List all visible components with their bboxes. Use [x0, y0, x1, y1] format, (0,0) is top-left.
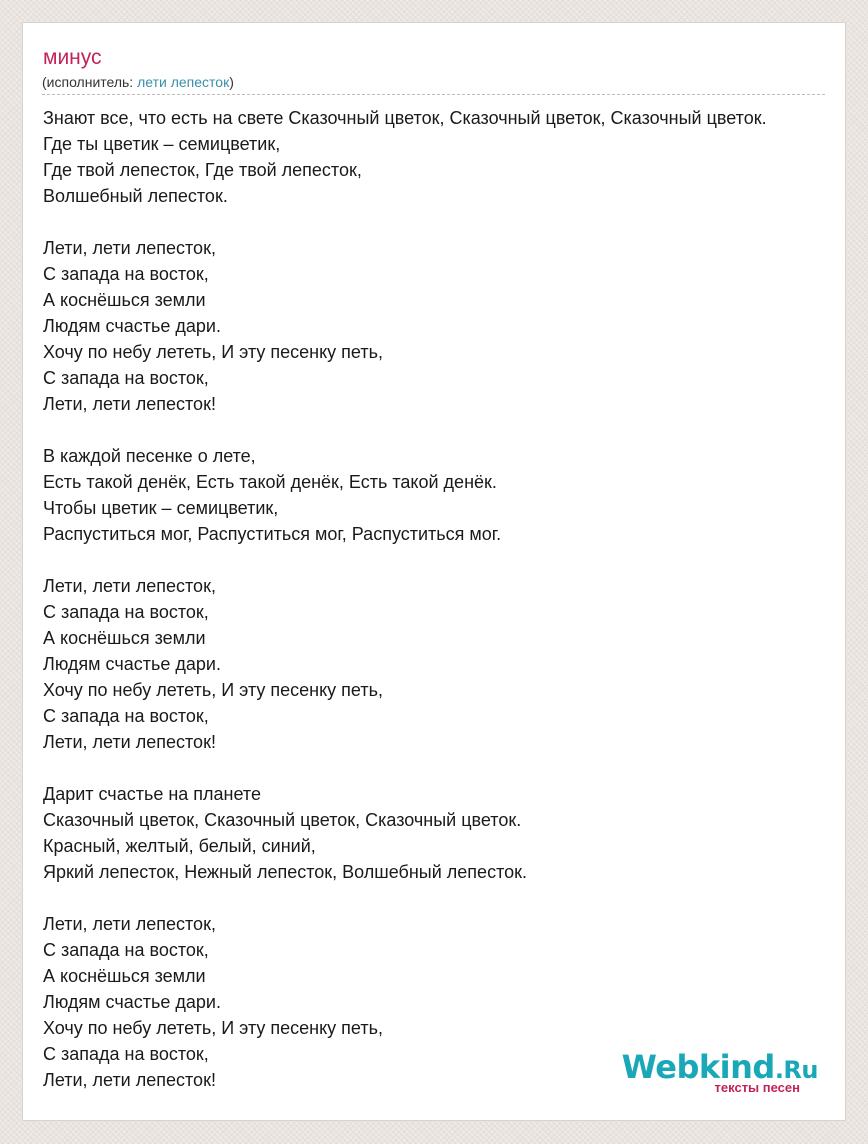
- lyrics-line: Лети, лети лепесток,: [43, 576, 216, 596]
- lyrics-line: Людям счастье дари.: [43, 992, 221, 1012]
- lyrics-line: Лети, лети лепесток!: [43, 394, 216, 414]
- lyrics-line: Лети, лети лепесток!: [43, 1070, 216, 1090]
- lyrics-stanza: [43, 443, 846, 547]
- divider: [42, 94, 825, 95]
- lyrics-line: С запада на восток,: [43, 706, 209, 726]
- lyrics-stanza: [43, 235, 846, 417]
- lyrics-line: Яркий лепесток, Нежный лепесток, Волшебный лепесток.: [43, 862, 527, 882]
- lyrics-line: Чтобы цветик – семицветик,: [43, 498, 279, 518]
- lyrics-stanza: [43, 573, 846, 755]
- lyrics-line: Людям счастье дари.: [43, 654, 221, 674]
- lyrics-text: [43, 105, 846, 1119]
- lyrics-line: С запада на восток,: [43, 1044, 209, 1064]
- lyrics-line: Лети, лети лепесток!: [43, 732, 216, 752]
- artist-link[interactable]: лети лепесток: [137, 74, 230, 90]
- artist-suffix: ): [229, 74, 234, 90]
- lyrics-line: Хочу по небу лететь, И эту песенку петь,: [43, 342, 383, 362]
- lyrics-line: В каждой песенке о лете,: [43, 446, 256, 466]
- lyrics-line: Распуститься мог, Распуститься мог, Распуститься мог.: [43, 524, 502, 544]
- lyrics-line: Дарит счастье на планете: [43, 784, 261, 804]
- lyrics-line: А коснёшься земли: [43, 290, 206, 310]
- lyrics-line: Лети, лети лепесток,: [43, 914, 216, 934]
- lyrics-line: Где твой лепесток, Где твой лепесток,: [43, 160, 362, 180]
- lyrics-line: Знают все, что есть на свете Сказочный цветок, Сказочный цветок, Сказочный цветок.: [43, 108, 767, 128]
- lyrics-line: А коснёшься земли: [43, 966, 206, 986]
- artist-prefix: (исполнитель:: [42, 74, 138, 90]
- lyrics-stanza: [43, 105, 846, 209]
- song-title: минус: [43, 46, 102, 69]
- logo-tld: .Ru: [774, 1056, 818, 1084]
- lyrics-line: Хочу по небу лететь, И эту песенку петь,: [43, 680, 383, 700]
- lyrics-stanza: [43, 781, 846, 885]
- lyrics-line: С запада на восток,: [43, 602, 209, 622]
- lyrics-line: Сказочный цветок, Сказочный цветок, Сказочный цветок.: [43, 810, 522, 830]
- logo-main-text: Webkind: [621, 1048, 775, 1086]
- site-logo[interactable]: [622, 1050, 818, 1095]
- artist-line: [42, 74, 234, 91]
- lyrics-line: С запада на восток,: [43, 264, 209, 284]
- lyrics-line: Волшебный лепесток.: [43, 186, 228, 206]
- lyrics-line: А коснёшься земли: [43, 628, 206, 648]
- lyrics-line: Где ты цветик – семицветик,: [43, 134, 281, 154]
- lyrics-line: Людям счастье дари.: [43, 316, 221, 336]
- lyrics-line: С запада на восток,: [43, 368, 209, 388]
- lyrics-line: С запада на восток,: [43, 940, 209, 960]
- lyrics-line: Лети, лети лепесток,: [43, 238, 216, 258]
- lyrics-line: Хочу по небу лететь, И эту песенку петь,: [43, 1018, 383, 1038]
- lyrics-line: Есть такой денёк, Есть такой денёк, Есть такой денёк.: [43, 472, 497, 492]
- logo-tagline: тексты песен: [714, 1080, 800, 1095]
- lyrics-card: [22, 22, 846, 1121]
- lyrics-line: Красный, желтый, белый, синий,: [43, 836, 316, 856]
